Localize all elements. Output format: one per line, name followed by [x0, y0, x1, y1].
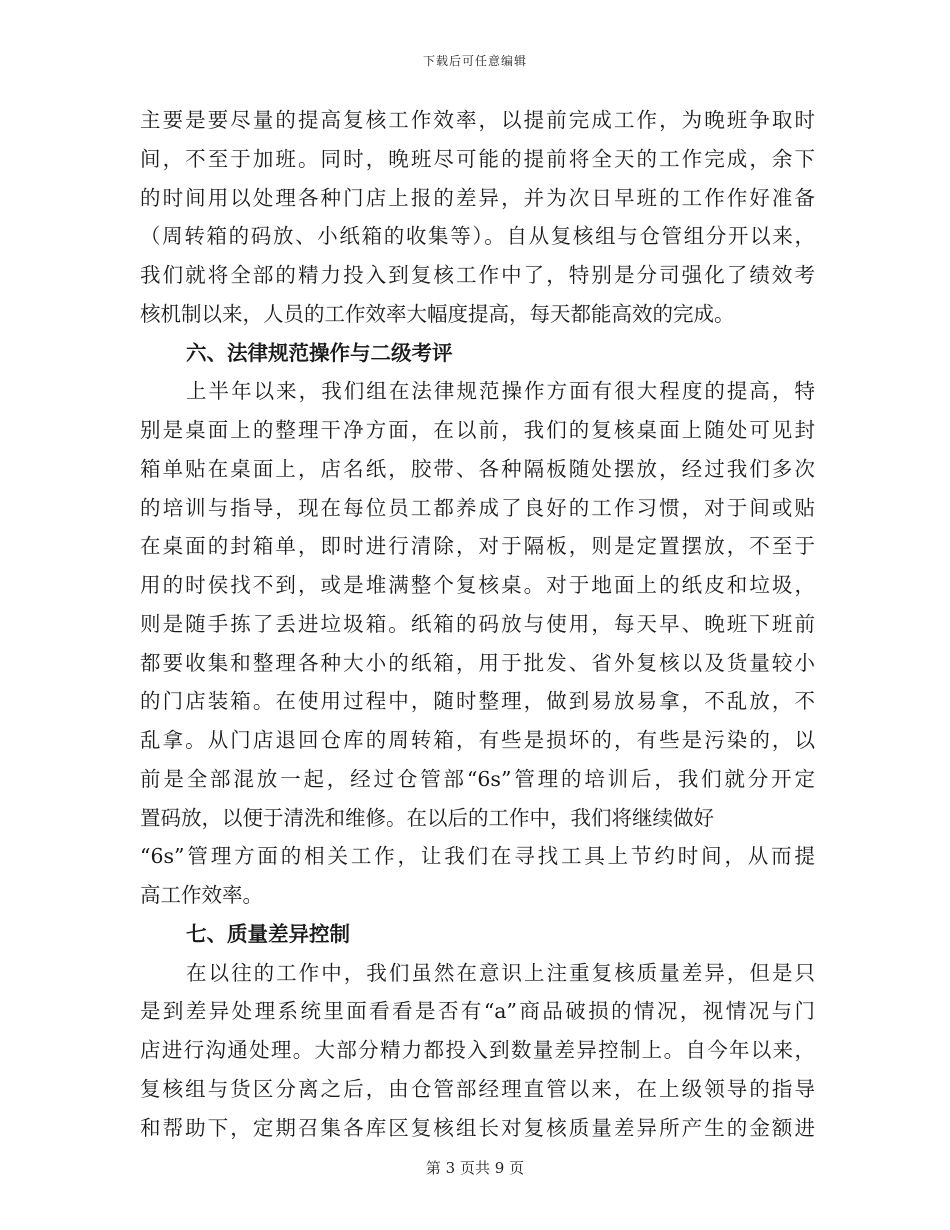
- paragraph-last-line: 核机制以来，人员的工作效率大幅度提高，每天都能高效的完成。: [140, 301, 735, 326]
- paragraph-last-line: 置码放，以便于清洗和维修。在以后的工作中，我们将继续做好: [140, 805, 714, 830]
- paragraph-line: 别是桌面上的整理干净方面，在以前，我们的复核桌面上随处可见封: [140, 418, 815, 442]
- document-body: [140, 101, 815, 1147]
- paragraph-line: （周转箱的码放、小纸箱的收集等）。自从复核组与仓管组分开以来，: [140, 224, 815, 249]
- paragraph-line: 间，不至于加班。同时，晚班尽可能的提前将全天的工作完成，余下: [140, 146, 815, 171]
- paragraph-line: 是到差异处理系统里面看看是否有“a”商品破损的情况，视情况与门: [140, 999, 815, 1024]
- paragraph-line: 则是随手拣了丢进垃圾箱。纸箱的码放与使用，每天早、晚班下班前: [140, 611, 815, 636]
- paragraph-line: 的门店装箱。在使用过程中，随时整理，做到易放易拿，不乱放，不: [140, 689, 815, 714]
- paragraph-line: 在桌面的封箱单，即时进行清除，对于隔板，则是定置摆放，不至于: [140, 534, 815, 559]
- paragraph-line: 的培训与指导，现在每位员工都养成了良好的工作习惯，对于间或贴: [140, 495, 815, 520]
- paragraph-last-line: 高工作效率。: [140, 883, 263, 907]
- paragraph-line: 和帮助下，定期召集各库区复核组长对复核质量差异所产生的金额进: [140, 1115, 815, 1140]
- paragraph-line: 箱单贴在桌面上，店名纸，胶带、各种隔板随处摆放，经过我们多次: [140, 456, 815, 481]
- page-header: 下载后可任意编辑: [422, 54, 527, 68]
- paragraph-line: 用的时侯找不到，或是堆满整个复核桌。对于地面上的纸皮和垃圾，: [140, 573, 815, 597]
- paragraph-line: 店进行沟通处理。大部分精力都投入到数量差异控制上。自今年以来，: [140, 1038, 815, 1062]
- paragraph-line: 我们就将全部的精力投入到复核工作中了，特别是分司强化了绩效考: [140, 263, 815, 287]
- paragraph-line: 复核组与货区分离之后，由仓管部经理直管以来，在上级领导的指导: [140, 1076, 815, 1101]
- paragraph-line: “6s”管理方面的相关工作，让我们在寻找工具上节约时间，从而提: [140, 844, 815, 869]
- page-footer: 第 3 页共 9 页: [425, 1159, 525, 1177]
- paragraph-line: 前是全部混放一起，经过仓管部“6s”管理的培训后，我们就分开定: [140, 766, 815, 791]
- paragraph-first-line: 在以往的工作中，我们虽然在意识上注重复核质量差异，但是只: [186, 960, 815, 985]
- paragraph-line: 乱拿。从门店退回仓库的周转箱，有些是损坏的，有些是污染的，以: [140, 728, 815, 752]
- paragraph-line: 主要是要尽量的提高复核工作效率，以提前完成工作，为晚班争取时: [140, 108, 815, 132]
- paragraph-line: 都要收集和整理各种大小的纸箱，用于批发、省外复核以及货量较小: [140, 650, 815, 675]
- paragraph-first-line: 上半年以来，我们组在法律规范操作方面有很大程度的提高，特: [186, 379, 815, 404]
- paragraph-line: 的时间用以处理各种门店上报的差异，并为次日早班的工作作好准备: [140, 185, 815, 210]
- section-heading: 六、法律规范操作与二级考评: [186, 340, 453, 365]
- section-heading: 七、质量差异控制: [186, 921, 350, 946]
